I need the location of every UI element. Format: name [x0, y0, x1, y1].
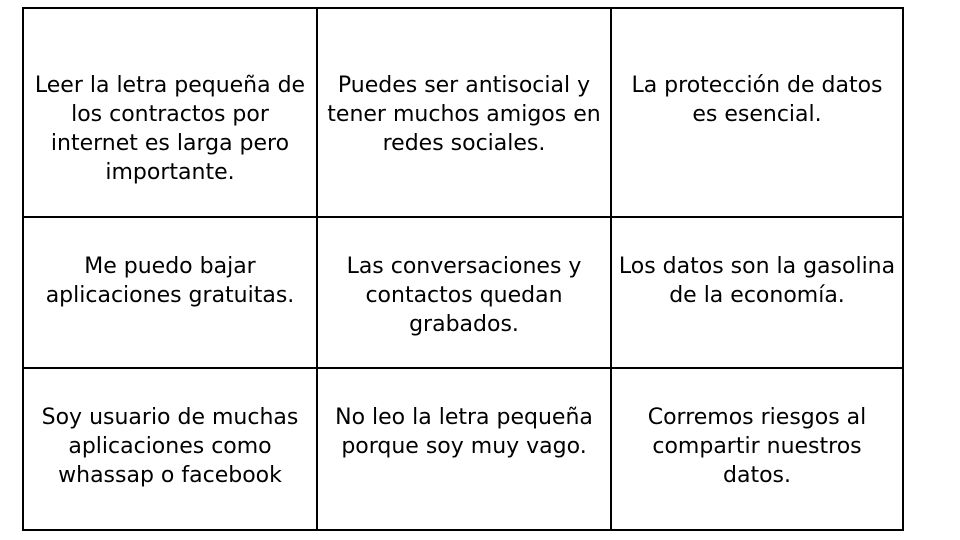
- card-cell: [318, 9, 612, 218]
- card-cell: [24, 218, 318, 369]
- card-text: Leer la letra pequeña de los contractos por internet es larga pero importante.: [34, 73, 306, 185]
- card-text: Los datos son la gasolina de la economía.: [618, 254, 896, 308]
- card-text: No leo la letra pequeña porque soy muy vago.: [335, 405, 593, 459]
- card-cell: [24, 9, 318, 218]
- card-text: Me puedo bajar aplicaciones gratuitas.: [45, 254, 295, 308]
- statement-card-grid: [22, 7, 904, 531]
- card-cell: [612, 218, 902, 369]
- card-text: Corremos riesgos al compartir nuestros datos.: [647, 405, 867, 488]
- card-text: Las conversaciones y contactos quedan grabados.: [346, 254, 582, 337]
- card-cell: [612, 369, 902, 529]
- card-cell: [318, 218, 612, 369]
- card-cell: [612, 9, 902, 218]
- card-cell: [318, 369, 612, 529]
- card-text: Puedes ser antisocial y tener muchos amigos en redes sociales.: [327, 73, 601, 156]
- card-text: Soy usuario de muchas aplicaciones como whassap o facebook: [41, 405, 299, 488]
- card-text: La protección de datos es esencial.: [631, 73, 883, 127]
- card-cell: [24, 369, 318, 529]
